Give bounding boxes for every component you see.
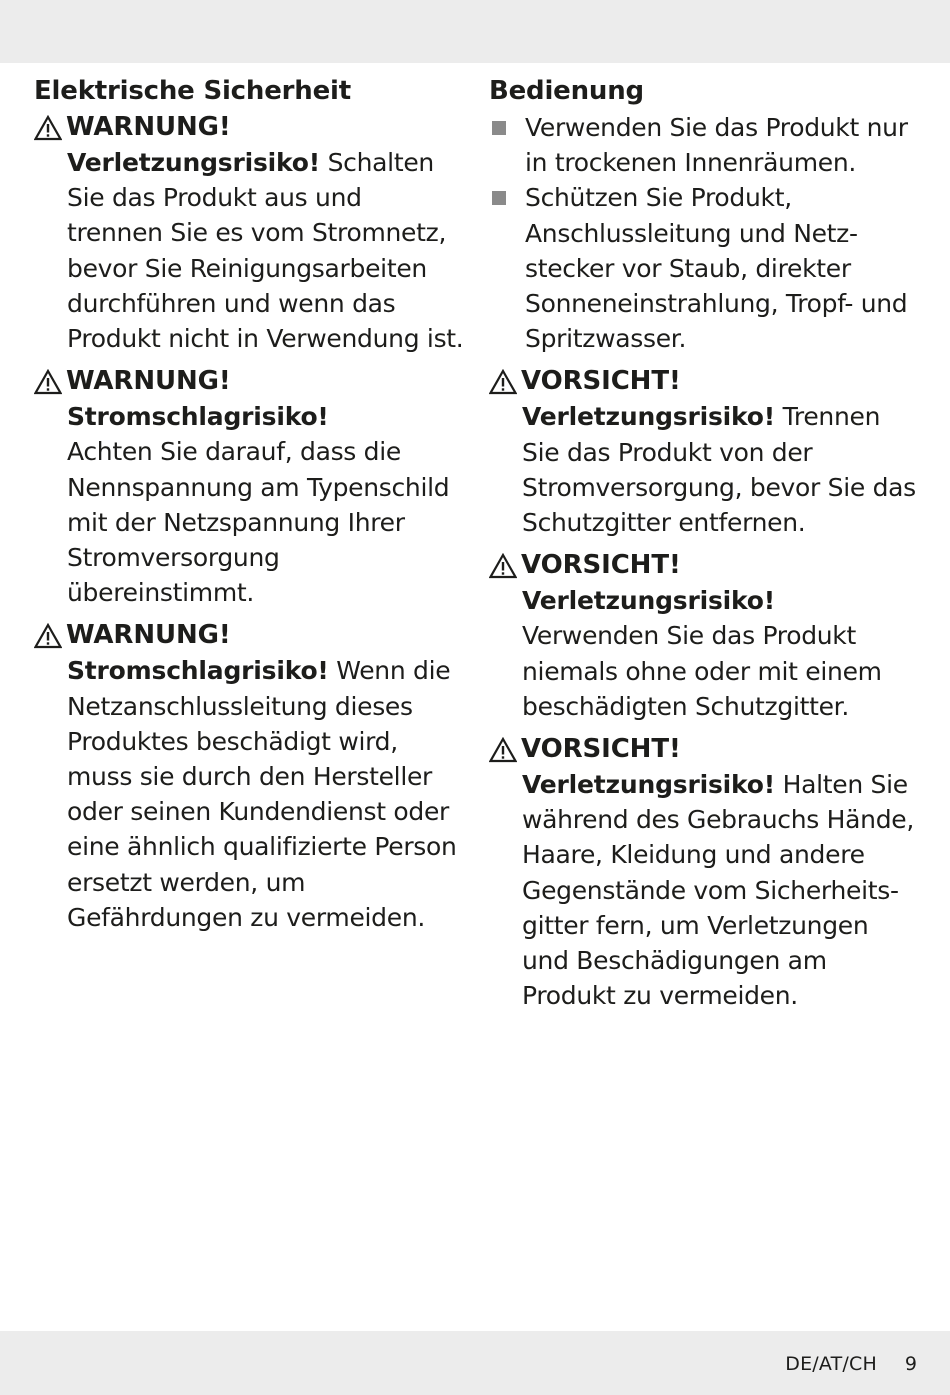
warning-label: WARNUNG! (66, 620, 231, 651)
header-band (0, 0, 950, 63)
caution-label: VORSICHT! (521, 366, 681, 397)
warning-heading (34, 364, 464, 399)
warning-triangle-icon (34, 115, 62, 141)
risk-label: Stromschlagrisiko! (67, 402, 329, 432)
risk-label: Verletzungsrisiko! (522, 586, 775, 616)
warning-triangle-icon (34, 369, 62, 395)
warning-heading (34, 110, 464, 145)
warning-triangle-icon (489, 737, 517, 763)
electrical-safety-column (34, 72, 464, 943)
risk-label: Verletzungsrisiko! (67, 148, 320, 177)
caution-label: VORSICHT! (521, 550, 681, 581)
list-item (489, 180, 919, 356)
caution-text (489, 583, 919, 724)
warning-block (34, 364, 464, 610)
caution-block (489, 364, 919, 540)
caution-heading (489, 732, 919, 767)
list-item (489, 110, 919, 180)
risk-label: Stromschlagrisiko! (67, 656, 329, 686)
list-item-text: Schützen Sie Produkt, Anschlussleitung und Netz-stecker vor Staub, direkter Sonneneinstrahlung, Tropf- und Spritzwasser. (525, 183, 908, 354)
warning-text (34, 399, 464, 610)
warning-block (34, 618, 464, 935)
warning-triangle-icon (489, 553, 517, 579)
risk-label: Verletzungsrisiko! (522, 770, 775, 800)
warning-description: Schalten Sie das Produkt aus und trennen Sie es vom Stromnetz, bevor Sie Reinigungsarbeiten durchführen und wenn das Produkt nicht in Verwendung ist. (67, 148, 464, 354)
warning-triangle-icon (34, 623, 62, 649)
warning-label: WARNUNG! (66, 112, 231, 142)
section-title-operation: Bedienung (489, 76, 644, 106)
caution-heading (489, 364, 919, 399)
operation-column (489, 72, 919, 1021)
square-bullet-icon (492, 191, 506, 205)
warning-text (34, 653, 464, 935)
caution-block (489, 732, 919, 1013)
warning-description: Wenn die Netzanschlussleitung dieses Produktes beschädigt wird, muss sie durch den Hersteller oder seinen Kundendienst oder eine ähnlich qualifizierte Person ersetzt werden, um Gefährdungen zu vermeiden. (67, 656, 457, 932)
caution-text (489, 767, 919, 1013)
caution-heading (489, 548, 919, 583)
warning-description: Achten Sie darauf, dass die Nennspannung am Typenschild mit der Netzspannung Ihrer Stromversorgung übereinstimmt. (67, 437, 450, 608)
caution-description: Trennen Sie das Produkt von der Stromversorgung, bevor Sie das Schutzgitter entfernen. (522, 402, 916, 538)
caution-label: VORSICHT! (521, 734, 681, 765)
section-title-electrical-safety: Elektrische Sicherheit (34, 76, 351, 106)
caution-text (489, 399, 919, 540)
warning-block (34, 110, 464, 356)
risk-label: Verletzungsrisiko! (522, 402, 775, 432)
square-bullet-icon (492, 121, 506, 135)
caution-block (489, 548, 919, 724)
warning-triangle-icon (489, 369, 517, 395)
footer-language-codes: DE/AT/CH (785, 1353, 877, 1375)
page-number: 9 (904, 1353, 917, 1375)
caution-description: Halten Sie während des Gebrauchs Hände, Haare, Kleidung und andere Gegenstände vom Sicherheits-gitter fern, um Verletzungen und Beschädigungen am Produkt zu vermeiden. (522, 770, 914, 1011)
caution-description: Verwenden Sie das Produkt niemals ohne oder mit einem beschädigten Schutzgitter. (522, 621, 882, 721)
warning-label: WARNUNG! (66, 366, 231, 397)
warning-text (34, 145, 464, 356)
list-item-text: Verwenden Sie das Produkt nur in trockenen Innenräumen. (525, 113, 908, 178)
warning-heading (34, 618, 464, 653)
